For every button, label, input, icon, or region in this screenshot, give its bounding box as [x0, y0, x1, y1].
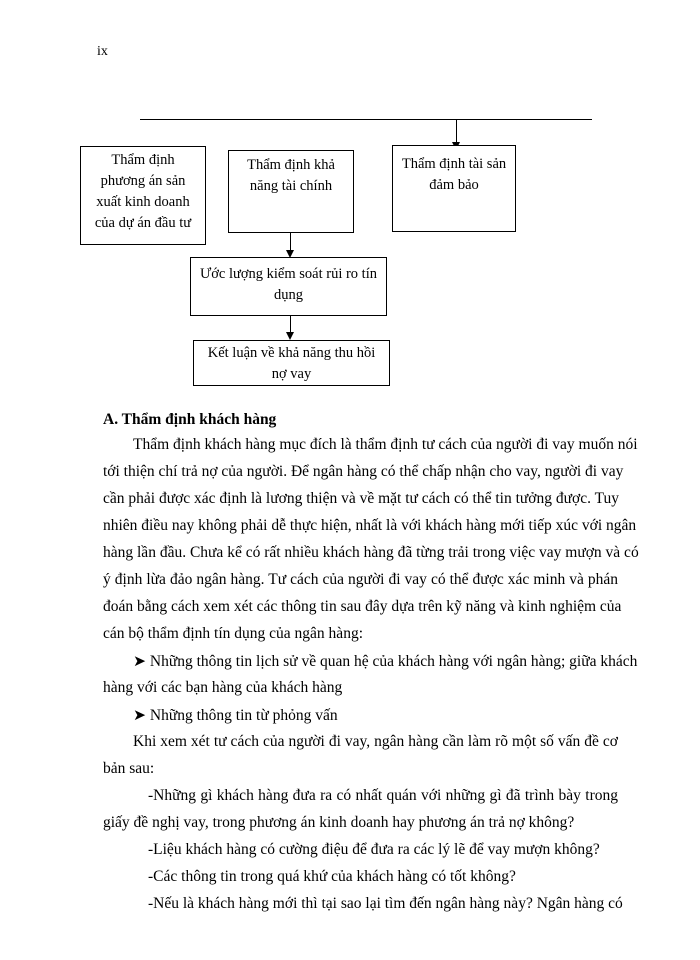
box-line: xuất kinh doanh — [96, 194, 190, 210]
box-line: của dự án đầu tư — [94, 215, 192, 231]
section-heading: A. Thẩm định khách hàng — [103, 411, 277, 428]
paragraph-line: ý định lừa đảo ngân hàng. Tư cách của người đi vay có thể được xác minh và phán — [103, 571, 618, 588]
question-line: -Liệu khách hàng có cường điệu để đưa ra các lý lẽ để vay mượn không? — [148, 841, 600, 858]
page-number: ix — [97, 44, 108, 59]
question-line: -Những gì khách hàng đưa ra có nhất quán với những gì đã trình bày trong — [148, 787, 618, 804]
box-line: Thẩm định — [111, 152, 175, 168]
box-line: nợ vay — [271, 366, 312, 382]
bullet-continuation: hàng với các bạn hàng của khách hàng — [103, 679, 343, 696]
bullet-item — [133, 652, 638, 671]
box-line: Thẩm định tài sản — [401, 156, 507, 172]
paragraph-line: đoán bằng cách xem xét các thông tin sau đây dựa trên kỹ năng và kinh nghiệm của — [103, 598, 622, 615]
box-line: Thẩm định khả — [247, 157, 335, 173]
paragraph-line: Thẩm định khách hàng mục đích là thẩm định tư cách của người đi vay muốn nói — [133, 436, 638, 453]
bullet-arrow-icon: ➤ — [133, 653, 146, 670]
paragraph-line: hàng lần đầu. Chưa kể có rất nhiều khách hàng đã từng trải trong việc vay mượn và có — [103, 544, 639, 561]
question-line: giấy đề nghị vay, trong phương án kinh doanh hay phương án trả nợ không? — [103, 814, 575, 831]
box-line: Kết luận về khả năng thu hồi — [207, 345, 376, 361]
paragraph-line: bản sau: — [103, 760, 155, 777]
paragraph-line: Khi xem xét tư cách của người đi vay, ngân hàng cần làm rõ một số vấn đề cơ — [133, 733, 618, 750]
box-line: đảm bảo — [429, 177, 479, 193]
box-line: dụng — [274, 287, 303, 303]
paragraph-line: cần phải được xác định là lương thiện và về mặt tư cách có thể tin tưởng được. Tuy — [103, 490, 619, 507]
bullet-text: Những thông tin từ phỏng vấn — [149, 707, 338, 724]
bullet-arrow-icon: ➤ — [133, 707, 146, 724]
paragraph-line: cán bộ thẩm định tín dụng của ngân hàng: — [103, 625, 363, 642]
box-line: năng tài chính — [249, 178, 333, 194]
paragraph-line: tới thiện chí trả nợ của người. Để ngân hàng có thể chấp nhận cho vay, người đi vay — [103, 463, 624, 480]
box-line: Ước lượng kiểm soát rủi ro tín — [199, 266, 377, 282]
body-text — [103, 0, 639, 960]
question-line: -Nếu là khách hàng mới thì tại sao lại tìm đến ngân hàng này? Ngân hàng có — [148, 895, 623, 912]
question-line: -Các thông tin trong quá khứ của khách hàng có tốt không? — [148, 868, 516, 885]
bullet-item — [133, 706, 338, 725]
paragraph-line: nhiên điều nay không phải dễ thực hiện, nhất là với khách hàng mới tiếp xúc với ngân — [103, 517, 637, 534]
box-line: phương án sản — [100, 173, 186, 189]
bullet-text: Những thông tin lịch sử về quan hệ của khách hàng với ngân hàng; giữa khách — [149, 653, 638, 670]
